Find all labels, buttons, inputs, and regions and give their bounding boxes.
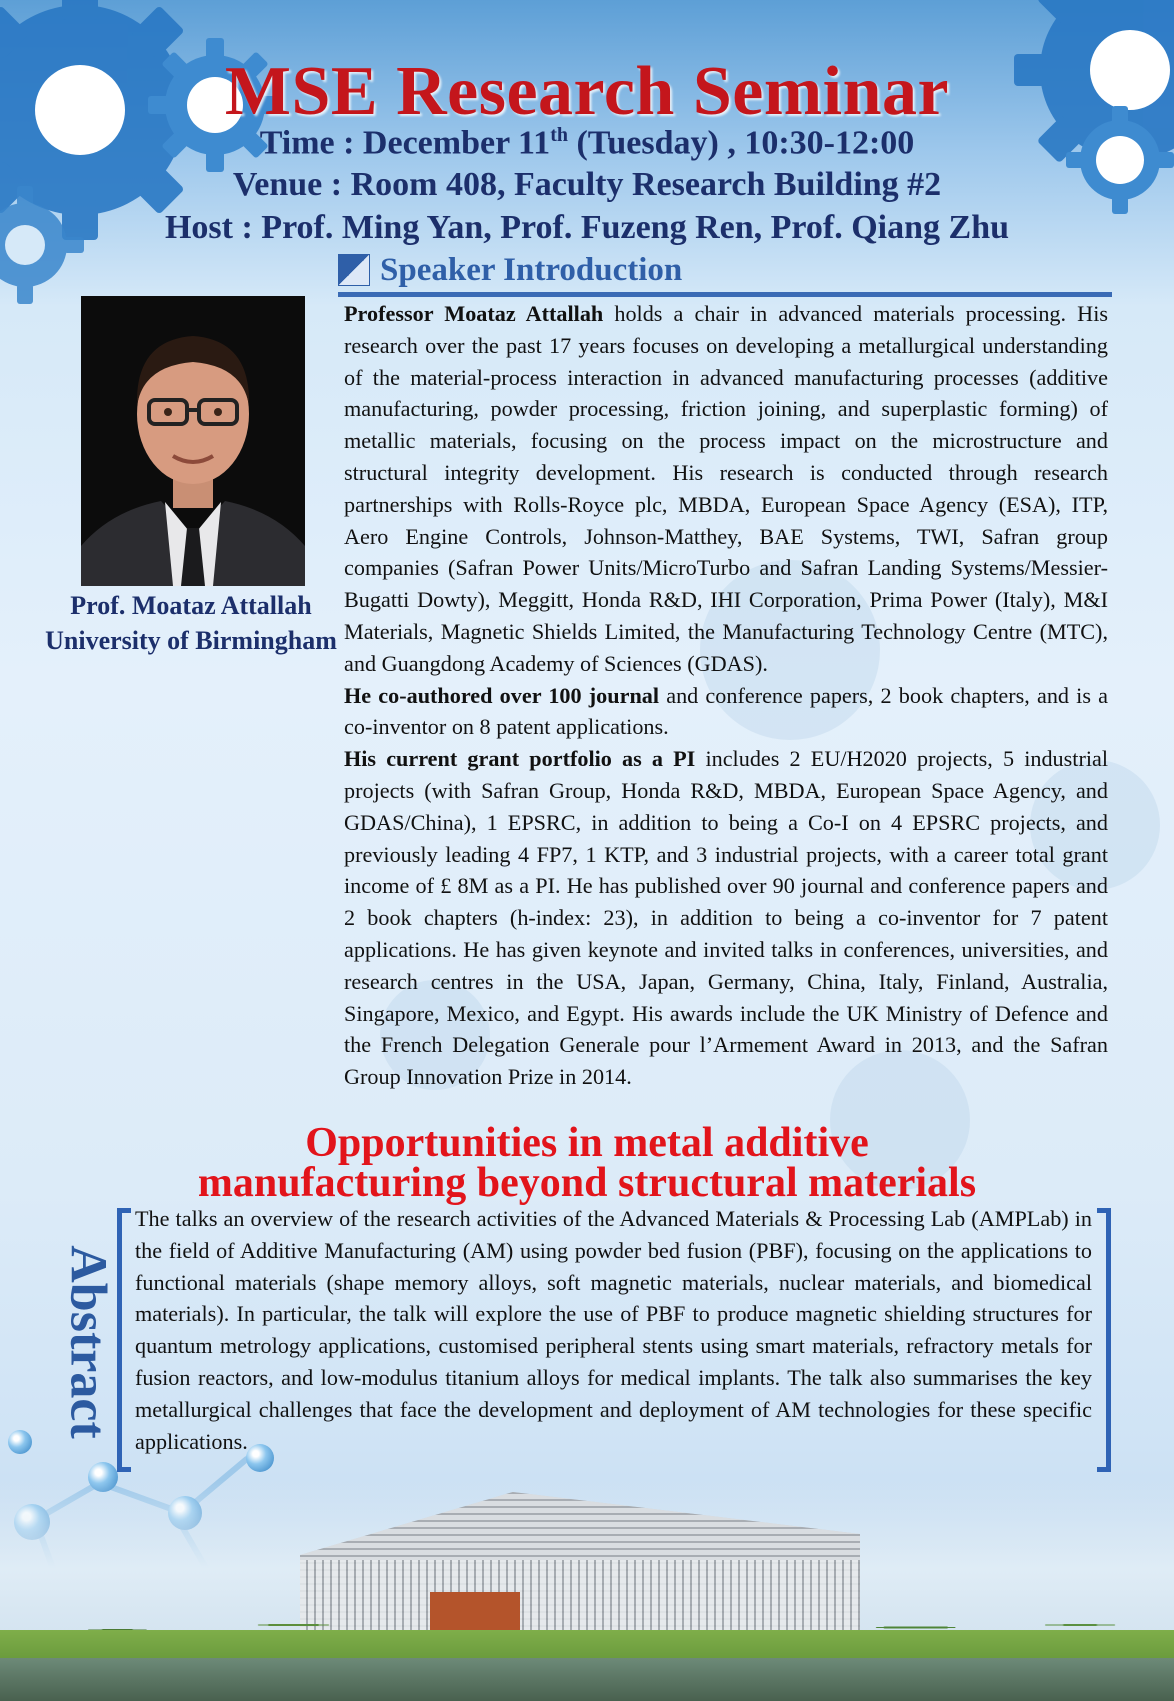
talk-title-line-1: Opportunities in metal additive (305, 1120, 869, 1166)
campus-building-image (0, 1480, 1174, 1701)
seminar-venue: Venue : Room 408, Faculty Research Building #2 (232, 166, 942, 203)
speaker-photo-illustration (81, 296, 305, 586)
page-title: MSE Research Seminar (224, 53, 950, 130)
seminar-time: Time : December 11th (Tuesday) , 10:30-12:00 (259, 124, 915, 162)
molecule-atom (246, 1444, 274, 1472)
speaker-bio (344, 298, 1108, 1093)
molecule-atom (8, 1430, 32, 1454)
speaker-institution: University of Birmingham (45, 626, 337, 655)
abstract-label: Abstract (59, 1245, 117, 1439)
pond (0, 1658, 1174, 1701)
talk-title-line-2: manufacturing beyond structural materials (197, 1160, 977, 1206)
section-divider (338, 292, 1112, 297)
lawn (0, 1630, 1174, 1660)
bio-paragraph: He co-authored over 100 journal and conference papers, 2 book chapters, and is a co-inventor on 8 patent applications. (344, 682, 1108, 740)
bio-paragraph: Professor Moataz Attallah holds a chair in advanced materials processing. His research over the past 17 years focuses on developing a metallurgical understanding of the material-process interaction in advanced manufacturing processes (additive manufacturing, powder processing, friction joining, and superplastic forming) of metallic materials, focusing on the process impact on the microstructure and structural integrity development. His research is conducted through research partnerships with Rolls-Royce plc, MBDA, European Space Agency (ESA), ITP, Aero Engine Controls, Johnson-Matthey, BAE Systems, TWI, Safran group companies (Safran Power Units/MicroTurbo and Safran Landing Systems/Messier-Bugatti Dowty), Meggitt, Honda R&D, IHI Corporation, Prima Power (Italy), M&I Materials, Magnetic Shields Limited, the Manufacturing Technology Centre (MTC), and Guangdong Academy of Sciences (GDAS). (344, 301, 1108, 676)
left-bracket (117, 1208, 131, 1472)
seminar-host: Host : Prof. Ming Yan, Prof. Fuzeng Ren, Prof. Qiang Zhu (164, 209, 1010, 246)
speaker-name: Prof. Moataz Attallah (70, 591, 312, 620)
speaker-photo (81, 296, 305, 586)
section-square-icon (338, 254, 370, 286)
abstract-text: The talks an overview of the research activities of the Advanced Materials & Processing Lab (AMPLab) in the field of Additive Manufacturing (AM) using powder bed fusion (PBF), focusing on the applications to functional materials (shape memory alloys, soft magnetic materials, nuclear materials, and biomedical materials). In particular, the talk will explore the use of PBF to produce magnetic shielding structures for quantum metrology applications, customised peripheral stents using smart materials, refractory metals for fusion reactors, and low-modulus titanium alloys for medical implants. The talk also summarises the key metallurgical challenges that face the development and deployment of AM technologies for these specific applications. (135, 1206, 1092, 1454)
bio-paragraph: His current grant portfolio as a PI includes 2 EU/H2020 projects, 5 industrial projects (with Safran Group, Honda R&D, MBDA, European Space Agency, and GDAS/China), 1 EPSRC, in addition to being a Co-I on 4 EPSRC projects, and previously leading 4 FP7, 1 KTP, and 3 industrial projects, with a career total grant income of £ 8M as a PI. He has published over 90 journal and conference papers and 2 book chapters (h-index: 23), in addition to being a co-inventor for 7 patent applications. He has given keynote and invited talks in conferences, universities, and research centres in the USA, Japan, Germany, China, Italy, Finland, Australia, Singapore, Mexico, and Egypt. His awards include the UK Ministry of Defence and the French Delegation Generale pour l’Armement Award in 2013, and the Safran Group Innovation Prize in 2014. (344, 746, 1109, 1090)
speaker-introduction-heading: Speaker Introduction (338, 252, 682, 288)
right-bracket (1097, 1208, 1111, 1472)
